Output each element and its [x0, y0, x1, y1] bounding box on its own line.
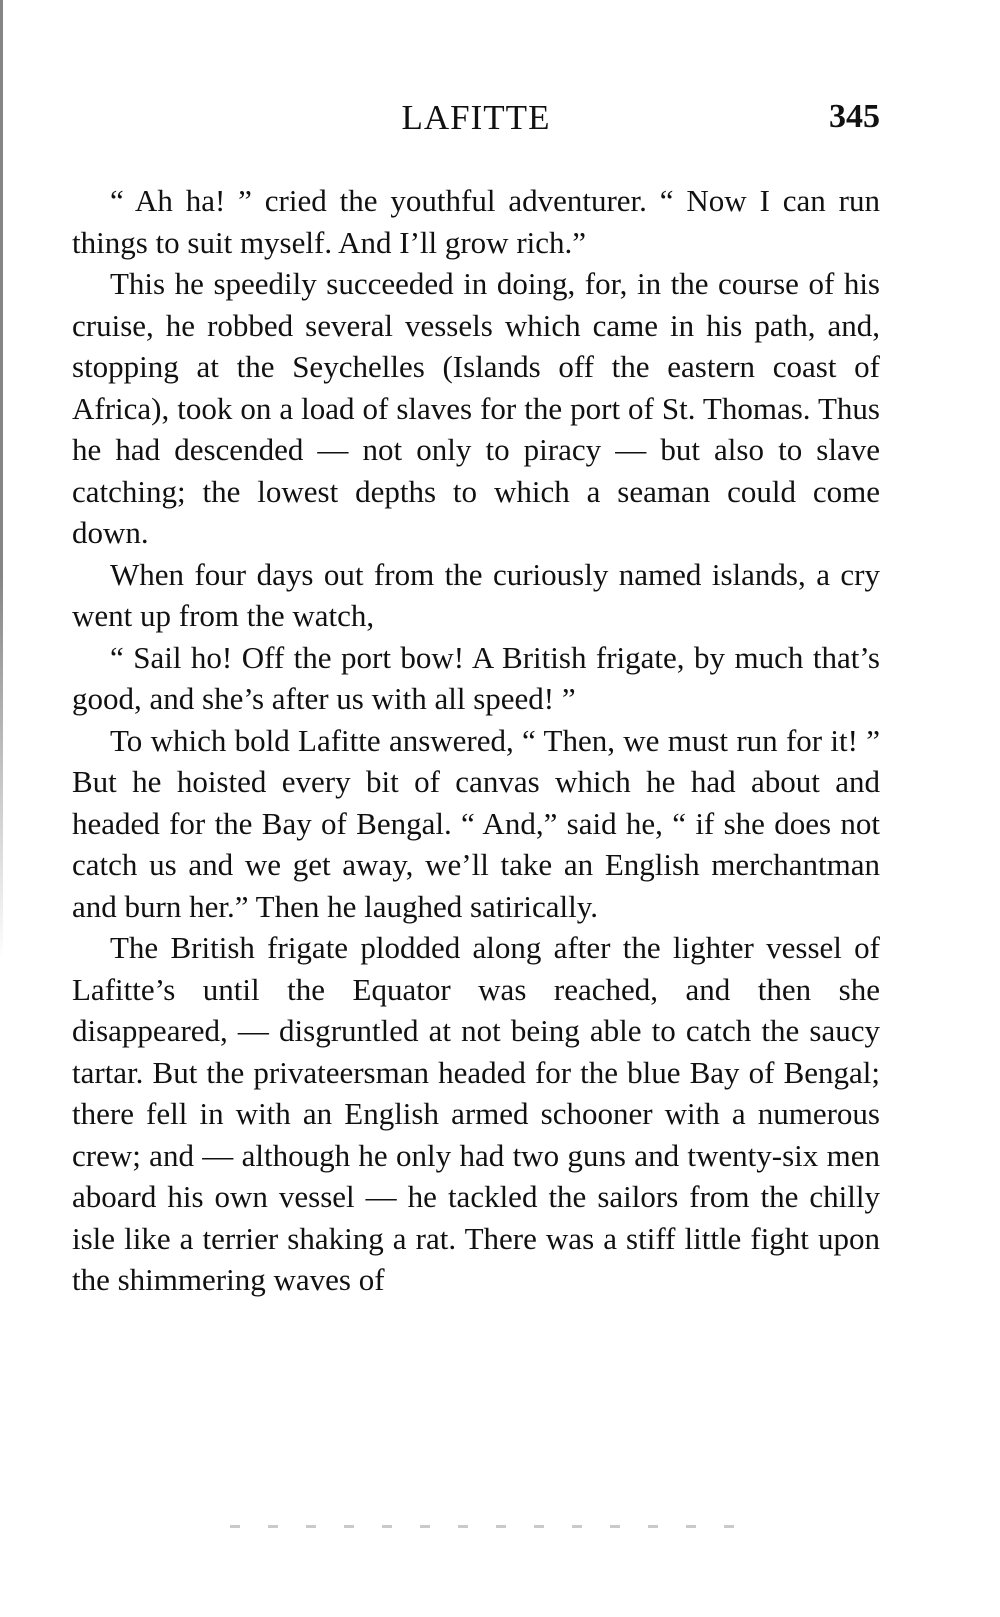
- paragraph: To which bold Lafitte answered, “ Then, we must run for it! ” But he hoisted every bit of canvas which he had about and headed for the Bay of Bengal. “ And,” said he, “ if she does not catch us and we get away, we’ll take an English merchantman and burn her.” Then he laughed satirically.: [72, 722, 880, 924]
- page-header: [72, 98, 880, 144]
- page-binding-edge: [0, 0, 3, 960]
- paragraph: When four days out from the curiously named islands, a cry went up from the watch,: [72, 556, 880, 633]
- page-number: 345: [829, 98, 880, 135]
- paragraph: The British frigate plodded along after the lighter vessel of Lafitte’s until the Equator was reached, and then she disappeared, — disgruntled at not being able to catch the saucy tartar. But the privateersman headed for the blue Bay of Bengal; there fell in with an English armed schooner with a numerous crew; and — although he only had two guns and twenty-six men aboard his own vessel — he tackled the sailors from the chilly isle like a terrier shaking a rat. There was a stiff little fight upon the shimmering waves of: [72, 930, 880, 1297]
- body-text: [72, 180, 880, 1301]
- footer-smudge: [230, 1525, 750, 1528]
- paragraph: “ Ah ha! ” cried the youthful adventurer. “ Now I can run things to suit myself. And I’ll grow rich.”: [72, 183, 880, 260]
- paragraph: This he speedily succeeded in doing, for, in the course of his cruise, he robbed several vessels which came in his path, and, stopping at the Seychelles (Islands off the eastern coast of Africa), took on a load of slaves for the port of St. Thomas. Thus he had descended — not only to piracy — but also to slave catching; the lowest depths to which a seaman could come down.: [72, 266, 880, 550]
- running-title: LAFITTE: [401, 98, 551, 137]
- paragraph: “ Sail ho! Off the port bow! A British frigate, by much that’s good, and she’s after us with all speed! ”: [72, 639, 880, 716]
